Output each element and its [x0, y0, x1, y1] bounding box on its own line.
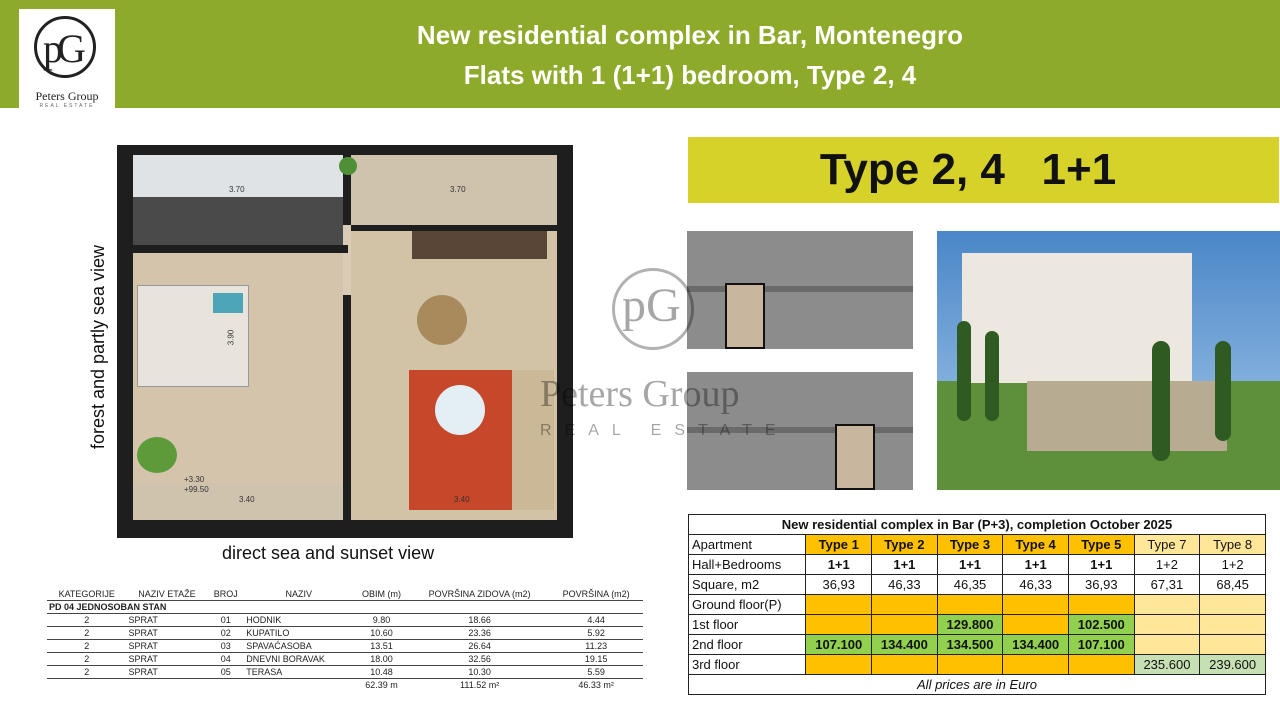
floor-key-plan-1: [687, 231, 913, 349]
row-label: Hall+Bedrooms: [689, 555, 806, 575]
table-row: [689, 555, 1266, 575]
bathroom-floor: [133, 197, 343, 245]
plan-wall: [117, 520, 573, 538]
table-row: [689, 575, 1266, 595]
table-cell: SPRAT: [127, 653, 208, 666]
header-title-line1: New residential complex in Bar, Montenegro: [416, 20, 964, 50]
floor-plan: [117, 145, 573, 538]
type-banner-text: Type 2, 4 1+1: [819, 145, 1117, 194]
row-label: Ground floor(P): [689, 595, 806, 615]
table-row: [47, 640, 643, 653]
table-cell: [1200, 635, 1266, 655]
header-cell: KATEGORIJE: [47, 588, 127, 601]
cypress-tree: [1215, 341, 1231, 441]
table-cell: SPRAT: [128, 667, 158, 677]
corridor: [687, 286, 913, 292]
table-cell: 1+2: [1134, 555, 1200, 575]
logo-name: Peters Group: [35, 89, 99, 103]
table-row: [47, 666, 643, 679]
table-cell: 1+1: [1068, 555, 1134, 575]
coffee-table: [435, 385, 485, 435]
table-cell: KUPATILO: [244, 627, 353, 640]
table-row: [47, 653, 643, 666]
table-cell: 134.400: [1003, 635, 1069, 655]
price-table: [688, 514, 1266, 695]
table-cell: [1068, 595, 1134, 615]
table-row: [689, 615, 1266, 635]
table-row: [689, 595, 1266, 615]
price-table-caption: New residential complex in Bar (P+3), completion October 2025: [689, 515, 1266, 535]
table-cell: 68,45: [1200, 575, 1266, 595]
table-cell: 13.51: [353, 640, 410, 653]
table-cell: [1134, 595, 1200, 615]
floor-key-plan-2: [687, 372, 913, 490]
table-cell: 46,35: [937, 575, 1003, 595]
table-cell: [1003, 655, 1069, 675]
table-cell: 134.500: [937, 635, 1003, 655]
stone-base: [1027, 381, 1227, 451]
highlighted-unit: [725, 283, 765, 349]
watermark-circle-icon: [612, 268, 694, 350]
cypress-tree: [957, 321, 971, 421]
table-cell: 11.23: [549, 640, 643, 653]
building-render: [937, 231, 1280, 490]
dim-label: 3.40: [454, 495, 470, 504]
table-cell: [937, 595, 1003, 615]
table-row: [689, 655, 1266, 675]
logo-subtitle: REAL ESTATE: [39, 103, 95, 109]
table-cell: TERASA: [246, 667, 283, 677]
header-cell: Apartment: [689, 535, 806, 555]
price-table-footer: All prices are in Euro: [689, 675, 1266, 695]
row-label: 1st floor: [689, 615, 806, 635]
table-cell: SPRAT: [127, 640, 208, 653]
table-cell: 67,31: [1134, 575, 1200, 595]
cypress-tree: [1152, 341, 1170, 461]
watermark-letters: pG: [622, 279, 681, 332]
bed-pillow: [213, 293, 243, 313]
table-row: [47, 627, 643, 640]
table-cell: 1+1: [1003, 555, 1069, 575]
table-cell: 5.59: [587, 667, 605, 677]
header-title-line2: Flats with 1 (1+1) bedroom, Type 2, 4: [463, 60, 917, 90]
table-row: [47, 679, 643, 692]
sofa: [512, 370, 554, 510]
table-cell: [872, 655, 938, 675]
dining-table: [417, 295, 467, 345]
table-cell: [1003, 595, 1069, 615]
table-cell: SPRAT: [127, 614, 208, 627]
table-cell: 5.92: [549, 627, 643, 640]
table-cell: [872, 615, 938, 635]
header-cell: Type 2: [872, 535, 938, 555]
table-cell: 134.400: [872, 635, 938, 655]
table-cell: 01: [207, 614, 244, 627]
table-cell: 2: [84, 667, 90, 677]
view-label-left: forest and partly sea view: [88, 244, 108, 450]
table-row: [689, 635, 1266, 655]
table-cell: 4.44: [549, 614, 643, 627]
table-cell: 04: [207, 653, 244, 666]
logo: [19, 9, 115, 109]
table-cell: [806, 615, 872, 635]
header-bar: [0, 0, 1280, 108]
table-cell: 1+1: [937, 555, 1003, 575]
table-cell: 26.64: [410, 640, 550, 653]
header-cell: POVRŠINA ZIDOVA (m2): [410, 588, 550, 601]
terrace: [133, 483, 343, 520]
header-cell: NAZIV ETAŽE: [127, 588, 208, 601]
dim-label: 3.90: [226, 329, 236, 346]
table-cell: 235.600: [1134, 655, 1200, 675]
table-cell: 18.00: [353, 653, 410, 666]
table-cell: [1200, 615, 1266, 635]
header-cell: Type 5: [1068, 535, 1134, 555]
table-cell: 02: [207, 627, 244, 640]
empty-cell: [47, 679, 127, 692]
table-cell: 102.500: [1068, 615, 1134, 635]
table-cell: [806, 595, 872, 615]
header-cell: NAZIV: [244, 588, 353, 601]
header-cell: BROJ: [207, 588, 244, 601]
table-row: [47, 614, 643, 627]
empty-cell: [127, 679, 208, 692]
table-cell: HODNIK: [244, 614, 353, 627]
table-cell: 46,33: [1003, 575, 1069, 595]
section-label: PD 04 JEDNOSOBAN STAN: [47, 601, 643, 614]
table-cell: SPRAT: [127, 627, 208, 640]
row-label: Square, m2: [689, 575, 806, 595]
logo-letters: pG: [43, 26, 80, 71]
row-label: 2nd floor: [689, 635, 806, 655]
level-label: +99.50: [184, 485, 209, 494]
table-cell: 46,33: [872, 575, 938, 595]
table-cell: 18.66: [410, 614, 550, 627]
table-cell: 1+1: [806, 555, 872, 575]
empty-cell: [244, 679, 353, 692]
table-cell: [1134, 615, 1200, 635]
table-cell: SPAVAĆASOBA: [244, 640, 353, 653]
plant-icon: [137, 437, 177, 473]
plan-wall: [343, 295, 351, 520]
table-row: [47, 601, 643, 614]
header-cell: Type 4: [1003, 535, 1069, 555]
table-cell: [806, 655, 872, 675]
table-cell: 36,93: [806, 575, 872, 595]
kitchen-counter: [412, 231, 547, 259]
watermark-name: Peters Group: [540, 373, 740, 415]
watermark-subtitle: REAL ESTATE: [540, 422, 789, 439]
header-cell: Type 8: [1200, 535, 1266, 555]
room-area-table: [47, 588, 643, 691]
dim-label: 3.40: [239, 495, 255, 504]
header-cell: Type 7: [1134, 535, 1200, 555]
header-cell: OBIM (m): [353, 588, 410, 601]
header-cell: POVRŠINA (m2): [549, 588, 643, 601]
table-cell: 10.30: [468, 667, 491, 677]
dim-label: 3.70: [450, 185, 466, 194]
header-cell: Type 1: [806, 535, 872, 555]
type-banner: [688, 137, 1279, 203]
table-cell: [1200, 595, 1266, 615]
cypress-tree: [985, 331, 999, 421]
row-label: 3rd floor: [689, 655, 806, 675]
table-cell: 2: [47, 653, 127, 666]
view-label-bottom: direct sea and sunset view: [222, 543, 435, 563]
table-cell: 1+1: [872, 555, 938, 575]
plant-icon: [339, 157, 357, 175]
table-cell: [937, 655, 1003, 675]
total-cell: 46.33 m²: [549, 679, 643, 692]
table-cell: [872, 595, 938, 615]
plan-wall: [117, 145, 133, 538]
table-cell: 107.100: [1068, 635, 1134, 655]
table-cell: [1134, 635, 1200, 655]
table-cell: 05: [220, 667, 231, 677]
plan-wall: [557, 145, 573, 538]
table-cell: 9.80: [353, 614, 410, 627]
table-cell: 2: [47, 614, 127, 627]
table-cell: 239.600: [1200, 655, 1266, 675]
table-cell: 2: [47, 627, 127, 640]
table-cell: 129.800: [937, 615, 1003, 635]
corridor: [687, 427, 913, 433]
total-cell: 111.52 m²: [410, 679, 550, 692]
table-cell: 10.60: [353, 627, 410, 640]
table-cell: 23.36: [410, 627, 550, 640]
table-cell: [1068, 655, 1134, 675]
dim-label: 3.70: [229, 185, 245, 194]
table-cell: [1003, 615, 1069, 635]
table-cell: 107.100: [806, 635, 872, 655]
total-cell: 62.39 m: [353, 679, 410, 692]
empty-cell: [207, 679, 244, 692]
level-label: +3.30: [184, 475, 205, 484]
header-cell: Type 3: [937, 535, 1003, 555]
table-cell: DNEVNI BORAVAK: [244, 653, 353, 666]
table-cell: 2: [47, 640, 127, 653]
table-cell: 03: [207, 640, 244, 653]
table-cell: 10.48: [370, 667, 393, 677]
table-row: [47, 588, 643, 601]
table-cell: 36,93: [1068, 575, 1134, 595]
table-row: [689, 535, 1266, 555]
highlighted-unit: [835, 424, 875, 490]
table-cell: 32.56: [410, 653, 550, 666]
table-cell: 19.15: [549, 653, 643, 666]
plan-wall: [133, 245, 348, 253]
table-cell: 1+2: [1200, 555, 1266, 575]
